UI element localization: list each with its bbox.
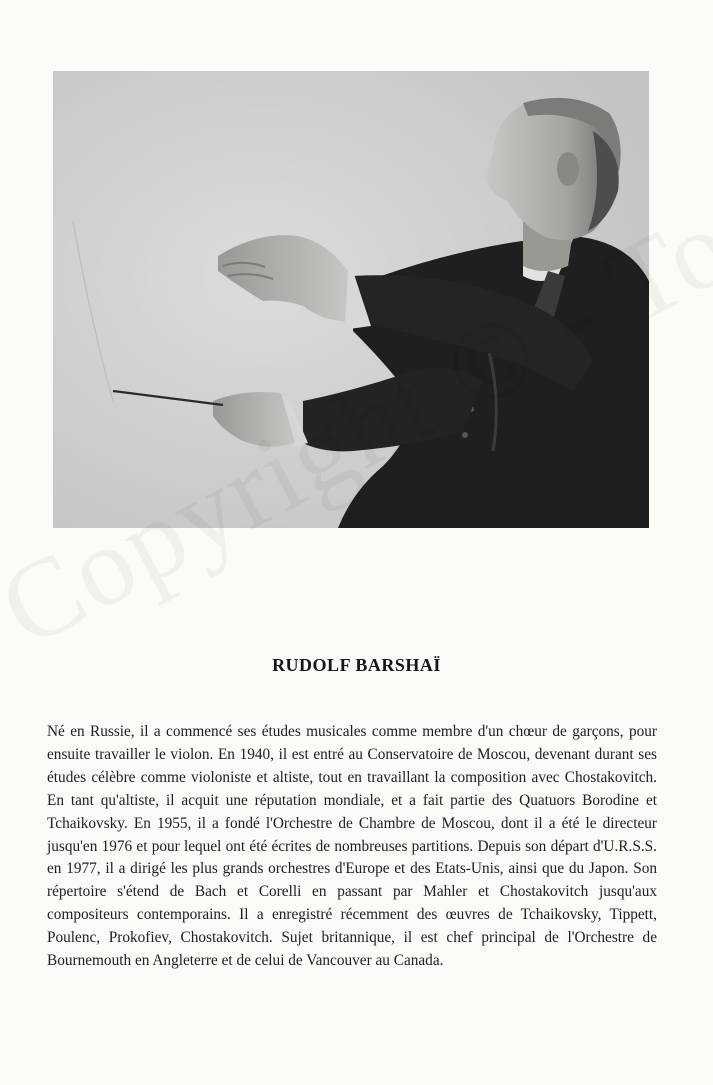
conductor-illustration [53, 71, 649, 528]
conductor-portrait-photo [53, 71, 649, 528]
page-title: RUDOLF BARSHAÏ [272, 655, 441, 675]
biography-paragraph: Né en Russie, il a commencé ses études musicales comme membre d'un chœur de garçons, pour ensuite travailler le violon. En 1940, il est entré au Conservatoire de Moscou, devenant durant ses études célèbre comme violoniste et altiste, tout en travaillant la composition avec Chostakovitch. En tant qu'altiste, il acquit une réputation mondiale, et a fait partie des Quatuors Borodine et Tchaikovsky. En 1955, il a fondé l'Orchestre de Chambre de Moscou, dont il a été le directeur jusqu'en 1976 et pour lequel ont été écrites de nombreuses partitions. Depuis son départ d'U.R.S.S. en 1977, il a dirigé les plus grands orchestres d'Europe et des Etats-Unis, ainsi que du Japon. Son répertoire s'étend de Bach et Corelli en passant par Mahler et Chostakovitch jusqu'aux compositeurs contemporains. Il a enregistré récemment des œuvres de Tchaikovsky, Tippett, Poulenc, Prokofiev, Chostakovitch. Sujet britannique, il est chef principal de l'Orchestre de Bournemouth en Angleterre et de celui de Vancouver au Canada. [47, 723, 657, 970]
